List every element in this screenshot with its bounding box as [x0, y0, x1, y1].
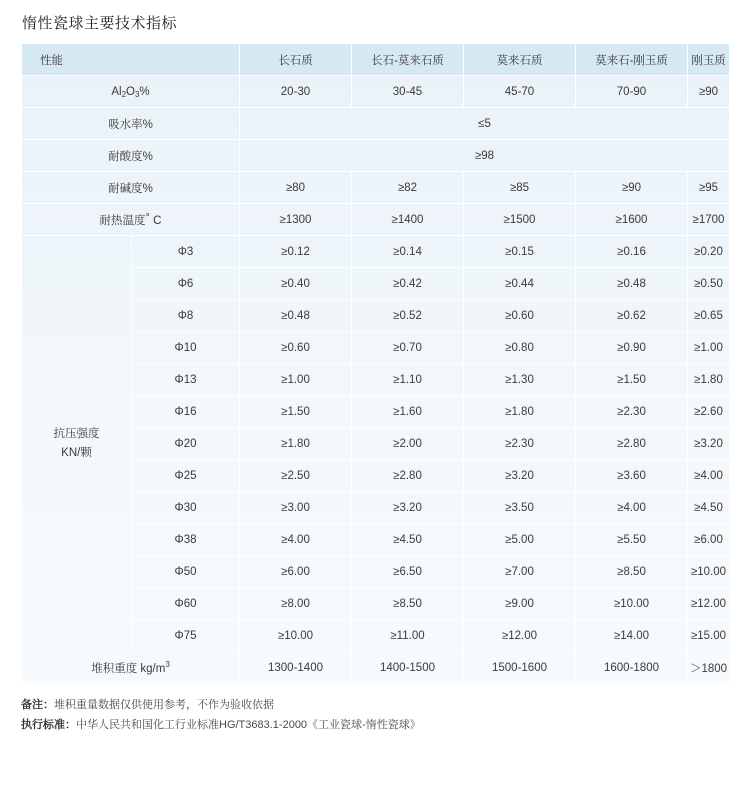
- cell-d10-corundum: ≥1.00: [688, 332, 730, 364]
- table-row-alkali-resistance: [22, 172, 730, 204]
- cell-d75-mullite: ≥12.00: [464, 620, 576, 652]
- cell-bulk-mullite: 1500-1600: [464, 652, 576, 684]
- cell-size-d8: Φ8: [132, 300, 240, 332]
- cell-d75-feldspar: ≥10.00: [240, 620, 352, 652]
- cell-d75-feldspar-mullite: ≥11.00: [352, 620, 464, 652]
- row-label-bulk-density: 堆积重度 $kg/m^3$: [22, 652, 240, 684]
- cell-d60-feldspar-mullite: ≥8.50: [352, 588, 464, 620]
- cell-al2o3-mullite-corundum: 70-90: [576, 76, 688, 108]
- cell-alkali-mullite: ≥85: [464, 172, 576, 204]
- cell-d30-corundum: ≥4.50: [688, 492, 730, 524]
- notes-section: [21, 696, 750, 736]
- cell-d38-corundum: ≥6.00: [688, 524, 730, 556]
- cell-heat-mullite-corundum: ≥1600: [576, 204, 688, 236]
- cell-d25-mullite-corundum: ≥3.60: [576, 460, 688, 492]
- cell-d6-feldspar: ≥0.40: [240, 268, 352, 300]
- cell-size-d50: Φ50: [132, 556, 240, 588]
- cell-d20-mullite: ≥2.30: [464, 428, 576, 460]
- cell-d50-mullite: ≥7.00: [464, 556, 576, 588]
- cell-al2o3-mullite: 45-70: [464, 76, 576, 108]
- cell-d25-corundum: ≥4.00: [688, 460, 730, 492]
- row-label-heat-resistance: 耐热温度° C: [22, 204, 240, 236]
- cell-d13-mullite: ≥1.30: [464, 364, 576, 396]
- table-row-al2o3: [22, 76, 730, 108]
- strength-label-line1: 抗压强度: [53, 428, 100, 441]
- cell-d13-corundum: ≥1.80: [688, 364, 730, 396]
- cell-d3-mullite-corundum: ≥0.16: [576, 236, 688, 268]
- cell-bulk-feldspar-mullite: 1400-1500: [352, 652, 464, 684]
- note-standard: [21, 716, 750, 736]
- cell-d8-feldspar: ≥0.48: [240, 300, 352, 332]
- table-body: [22, 76, 730, 684]
- cell-d20-feldspar-mullite: ≥2.00: [352, 428, 464, 460]
- strength-label-line2: KN/颗: [61, 446, 92, 459]
- table-row-heat-resistance: [22, 204, 730, 236]
- cell-bulk-feldspar: 1300-1400: [240, 652, 352, 684]
- cell-al2o3-feldspar-mullite: 30-45: [352, 76, 464, 108]
- cell-d38-mullite: ≥5.00: [464, 524, 576, 556]
- note-remark: [21, 696, 750, 716]
- table-row-strength-d3: [22, 236, 730, 268]
- cell-d38-mullite-corundum: ≥5.50: [576, 524, 688, 556]
- row-label-al2o3: $Al_2O_3\%$: [22, 76, 240, 108]
- cell-d38-feldspar: ≥4.00: [240, 524, 352, 556]
- cell-size-d75: Φ75: [132, 620, 240, 652]
- cell-alkali-corundum: ≥95: [688, 172, 730, 204]
- cell-d3-corundum: ≥0.20: [688, 236, 730, 268]
- cell-d25-feldspar: ≥2.50: [240, 460, 352, 492]
- cell-d30-mullite: ≥3.50: [464, 492, 576, 524]
- table-row-bulk-density: [22, 652, 730, 684]
- cell-size-d25: Φ25: [132, 460, 240, 492]
- cell-size-d13: Φ13: [132, 364, 240, 396]
- cell-d50-feldspar-mullite: ≥6.50: [352, 556, 464, 588]
- header-cell-mullite-corundum: 莫来石-刚玉质: [576, 44, 688, 76]
- cell-d16-mullite-corundum: ≥2.30: [576, 396, 688, 428]
- cell-d50-feldspar: ≥6.00: [240, 556, 352, 588]
- cell-water-absorption-all: ≤5: [240, 108, 730, 140]
- cell-size-d16: Φ16: [132, 396, 240, 428]
- header-cell-feldspar-mullite: 长石-莫来石质: [352, 44, 464, 76]
- header-cell-mullite: 莫来石质: [464, 44, 576, 76]
- row-label-compressive-strength: [22, 236, 132, 652]
- cell-heat-corundum: ≥1700: [688, 204, 730, 236]
- cell-heat-feldspar: ≥1300: [240, 204, 352, 236]
- cell-bulk-mullite-corundum: 1600-1800: [576, 652, 688, 684]
- cell-d6-corundum: ≥0.50: [688, 268, 730, 300]
- table-row-acid-resistance: [22, 140, 730, 172]
- cell-d6-feldspar-mullite: ≥0.42: [352, 268, 464, 300]
- cell-d8-mullite-corundum: ≥0.62: [576, 300, 688, 332]
- cell-d8-mullite: ≥0.60: [464, 300, 576, 332]
- cell-size-d6: Φ6: [132, 268, 240, 300]
- page-title: 惰性瓷球主要技术指标: [22, 15, 178, 32]
- cell-d60-mullite: ≥9.00: [464, 588, 576, 620]
- cell-size-d20: Φ20: [132, 428, 240, 460]
- cell-d3-mullite: ≥0.15: [464, 236, 576, 268]
- cell-d10-feldspar: ≥0.60: [240, 332, 352, 364]
- cell-heat-feldspar-mullite: ≥1400: [352, 204, 464, 236]
- row-label-water-absorption: 吸水率%: [22, 108, 240, 140]
- cell-d8-corundum: ≥0.65: [688, 300, 730, 332]
- header-cell-feldspar: 长石质: [240, 44, 352, 76]
- cell-d25-feldspar-mullite: ≥2.80: [352, 460, 464, 492]
- spec-table: [21, 43, 730, 684]
- note-remark-label: 备注：: [21, 699, 54, 711]
- cell-size-d3: Φ3: [132, 236, 240, 268]
- cell-d10-mullite: ≥0.80: [464, 332, 576, 364]
- cell-d8-feldspar-mullite: ≥0.52: [352, 300, 464, 332]
- cell-d75-mullite-corundum: ≥14.00: [576, 620, 688, 652]
- cell-d60-feldspar: ≥8.00: [240, 588, 352, 620]
- header-cell-performance: 性能: [22, 44, 240, 76]
- cell-heat-mullite: ≥1500: [464, 204, 576, 236]
- cell-d16-feldspar: ≥1.50: [240, 396, 352, 428]
- cell-d16-corundum: ≥2.60: [688, 396, 730, 428]
- row-label-alkali-resistance: 耐碱度%: [22, 172, 240, 204]
- cell-al2o3-corundum: ≥90: [688, 76, 730, 108]
- cell-d13-feldspar: ≥1.00: [240, 364, 352, 396]
- cell-d50-corundum: ≥10.00: [688, 556, 730, 588]
- cell-d10-feldspar-mullite: ≥0.70: [352, 332, 464, 364]
- cell-d60-mullite-corundum: ≥10.00: [576, 588, 688, 620]
- cell-alkali-feldspar: ≥80: [240, 172, 352, 204]
- cell-d50-mullite-corundum: ≥8.50: [576, 556, 688, 588]
- cell-size-d10: Φ10: [132, 332, 240, 364]
- cell-d30-feldspar-mullite: ≥3.20: [352, 492, 464, 524]
- cell-d38-feldspar-mullite: ≥4.50: [352, 524, 464, 556]
- row-label-acid-resistance: 耐酸度%: [22, 140, 240, 172]
- table-row-water-absorption: [22, 108, 730, 140]
- cell-d6-mullite-corundum: ≥0.48: [576, 268, 688, 300]
- table-header: [22, 44, 730, 76]
- cell-acid-resistance-all: ≥98: [240, 140, 730, 172]
- note-standard-text: 中华人民共和国化工行业标准HG/T3683.1-2000《工业瓷球-惰性瓷球》: [76, 718, 421, 731]
- cell-d3-feldspar-mullite: ≥0.14: [352, 236, 464, 268]
- cell-size-d30: Φ30: [132, 492, 240, 524]
- cell-size-d60: Φ60: [132, 588, 240, 620]
- cell-d25-mullite: ≥3.20: [464, 460, 576, 492]
- cell-d30-feldspar: ≥3.00: [240, 492, 352, 524]
- cell-al2o3-feldspar: 20-30: [240, 76, 352, 108]
- note-standard-label: 执行标准：: [21, 718, 76, 731]
- cell-d13-mullite-corundum: ≥1.50: [576, 364, 688, 396]
- cell-bulk-corundum: ＞1800: [688, 652, 730, 684]
- cell-d16-feldspar-mullite: ≥1.60: [352, 396, 464, 428]
- cell-alkali-mullite-corundum: ≥90: [576, 172, 688, 204]
- cell-d10-mullite-corundum: ≥0.90: [576, 332, 688, 364]
- cell-d20-corundum: ≥3.20: [688, 428, 730, 460]
- cell-size-d38: Φ38: [132, 524, 240, 556]
- cell-d3-feldspar: ≥0.12: [240, 236, 352, 268]
- cell-d6-mullite: ≥0.44: [464, 268, 576, 300]
- cell-alkali-feldspar-mullite: ≥82: [352, 172, 464, 204]
- cell-d16-mullite: ≥1.80: [464, 396, 576, 428]
- cell-d20-feldspar: ≥1.80: [240, 428, 352, 460]
- cell-d20-mullite-corundum: ≥2.80: [576, 428, 688, 460]
- cell-d13-feldspar-mullite: ≥1.10: [352, 364, 464, 396]
- note-remark-text: 堆积重量数据仅供使用参考，不作为验收依据: [54, 699, 274, 711]
- cell-d30-mullite-corundum: ≥4.00: [576, 492, 688, 524]
- cell-d75-corundum: ≥15.00: [688, 620, 730, 652]
- cell-d60-corundum: ≥12.00: [688, 588, 730, 620]
- header-cell-corundum: 刚玉质: [688, 44, 730, 76]
- header-row: [22, 44, 730, 76]
